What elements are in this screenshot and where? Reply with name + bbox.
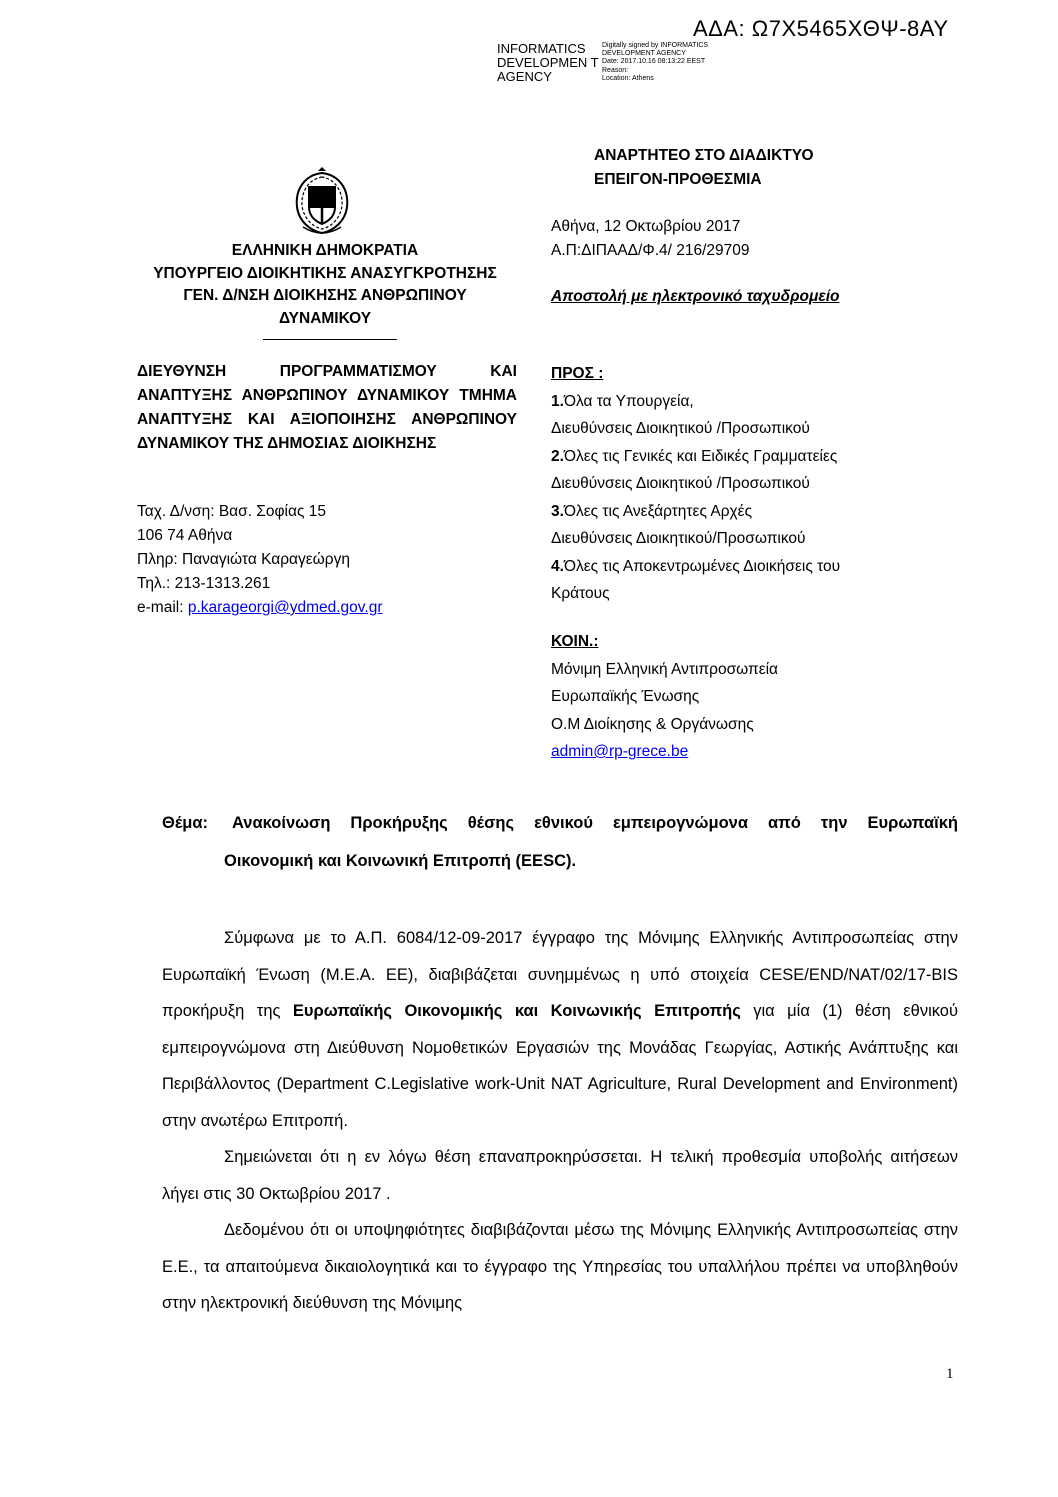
page-number: 1 — [946, 1366, 954, 1382]
contact-postcode: 106 74 Αθήνα — [137, 527, 233, 544]
contact-email-label: e-mail: — [137, 599, 188, 616]
cc-line: Μόνιμη Ελληνική Αντιπροσωπεία — [551, 660, 779, 678]
body-paragraph-3: Δεδομένου ότι οι υποψηφιότητες διαβιβάζονται μέσω της Μόνιμης Ελληνικής Αντιπροσωπείας στην Ε.Ε., τα απαιτούμενα δικαιολογητικά και το έγγραφο της Υπηρεσίας του υπαλλήλου πρέπει να υποβληθούν στην ηλεκτρονική διεύθυνση της Μόνιμης — [162, 1221, 958, 1312]
recipient-sub: Διευθύνσεις Διοικητικού /Προσωπικού — [551, 420, 810, 437]
signature-detail-line: Digitally signed by INFORMATICS DEVELOPMENT AGENCY — [602, 42, 709, 58]
recipient-item — [551, 388, 951, 416]
sender-line: ΔΥΝΑΜΙΚΟΥ — [278, 309, 372, 327]
posting-flags — [594, 144, 814, 192]
contact-phone: Τηλ.: 213-1313.261 — [137, 575, 271, 592]
post-online-flag: ΑΝΑΡΤΗΤΕΟ ΣΤΟ ΔΙΑΔΙΚΤΥΟ — [594, 147, 814, 164]
directorate-name: ΔΙΕΥΘΥΝΣΗ ΠΡΟΓΡΑΜΜΑΤΙΣΜΟΥ ΚΑΙ ΑΝΑΠΤΥΞΗΣ ΑΝΘΡΩΠΙΝΟΥ ΔΥΝΑΜΙΚΟΥ ΤΜΗΜΑ ΑΝΑΠΤΥΞΗΣ ΚΑΙ ΑΞΙΟΠΟΙΗΣΗΣ ΑΝΘΡΩΠΙΝΟΥ ΔΥΝΑΜΙΚΟΥ ΤΗΣ ΔΗΜΟΣΙΑΣ ΔΙΟΙΚΗΣΗΣ — [137, 363, 517, 452]
subject-label: Θέμα: — [162, 814, 209, 832]
body-p1-start: Σύμφωνα με το Α.Π. 6084/12-09-2017 έγγραφο της Μόνιμης Ελληνικής Αντιπροσωπείας στην Ευρωπαϊκή Ένωση (Μ.Ε.Α. ΕΕ), διαβιβάζεται συνημμένως η υπό στοιχεία CESE/END/NAT/02/17-BIS προκήρυξη της — [162, 929, 958, 1020]
recipient-number: 4. — [551, 557, 564, 575]
cc-heading: ΚΟΙΝ.: — [551, 633, 599, 650]
sender-line: ΕΛΛΗΝΙΚΗ ΔΗΜΟΚΡΑΤΙΑ — [231, 242, 419, 259]
cc-block — [551, 628, 951, 766]
recipient-sub: Διευθύνσεις Διοικητικού/Προσωπικού — [551, 530, 806, 547]
body-p1-bold: Ευρωπαϊκής Οικονομικής και Κοινωνικής Επιτροπής — [292, 1002, 741, 1020]
sender-divider — [263, 339, 397, 340]
cc-line: Ο.Μ Διοίκησης & Οργάνωσης — [551, 715, 754, 733]
body-p1-end: για μία (1) θέση εθνικού εμπειρογνώμονα στη Διεύθυνση Νομοθετικών Εργασιών της Μονάδας Γεωργίας, Αστικής Ανάπτυξης και Περιβάλλοντος (Department C.Legislative work-Unit NAT Agriculture, Rural Development and Environment) στην ανωτέρω Επιτροπή. — [162, 1002, 958, 1130]
recipient-text: Όλες τις Ανεξάρτητες Αρχές — [563, 502, 753, 520]
recipient-text: Όλα τα Υπουργεία, — [563, 392, 694, 410]
body-paragraph-1 — [162, 920, 958, 1139]
subject-line-2: Οικονομική και Κοινωνική Επιτροπή (EESC). — [224, 852, 577, 870]
subject-line-1: Ανακοίνωση Προκήρυξης θέσης εθνικού εμπειρογνώμονα από την Ευρωπαϊκή — [232, 814, 958, 832]
protocol-number: Α.Π:ΔΙΠΑΑΔ/Φ.4/ 216/29709 — [551, 242, 750, 259]
signature-detail-line: Location: Athens — [602, 74, 654, 82]
recipient-item — [551, 553, 951, 581]
signature-detail-line: Date: 2017.10.16 08:13:22 EEST — [602, 58, 706, 66]
date-block — [551, 215, 951, 263]
body-paragraph-2: Σημειώνεται ότι η εν λόγω θέση επαναπροκηρύσσεται. Η τελική προθεσμία υποβολής αιτήσεων λήγει στις 30 Οκτωβρίου 2017 . — [162, 1148, 958, 1203]
recipient-sub: Διευθύνσεις Διοικητικού /Προσωπικού — [551, 475, 810, 492]
body-text — [162, 920, 958, 1322]
recipient-item — [551, 498, 951, 526]
contact-email-row — [137, 596, 517, 620]
signature-detail-line: Reason: — [602, 66, 629, 74]
cc-email-link[interactable]: admin@rp-grece.be — [551, 743, 689, 760]
recipient-number: 3. — [551, 502, 564, 520]
recipient-number: 2. — [551, 447, 564, 465]
sender-header — [130, 240, 520, 330]
subject-block — [162, 804, 958, 880]
ada-code: ΑΔΑ: Ω7Χ5465ΧΘΨ-8ΑΥ — [693, 16, 949, 41]
contact-person: Πληρ: Παναγιώτα Καραγεώργη — [137, 551, 350, 568]
contact-address: Ταχ. Δ/νση: Βασ. Σοφίας 15 — [137, 503, 326, 520]
sender-line: ΓΕΝ. Δ/ΝΣΗ ΔΙΟΙΚΗΣΗΣ ΑΝΘΡΩΠΙΝΟΥ — [183, 287, 467, 304]
recipient-text: Όλες τις Αποκεντρωμένες Διοικήσεις του — [563, 557, 841, 575]
recipients-block — [551, 360, 951, 608]
contact-block — [137, 500, 517, 620]
recipients-heading: ΠΡΟΣ : — [551, 365, 604, 382]
recipient-item — [551, 443, 951, 471]
recipient-sub: Κράτους — [551, 585, 610, 602]
contact-email-link[interactable]: p.karageorgi@ydmed.gov.gr — [187, 599, 383, 616]
recipient-text: Όλες τις Γενικές και Ειδικές Γραμματείες — [563, 447, 838, 465]
date-line: Αθήνα, 12 Οκτωβρίου 2017 — [551, 218, 741, 235]
signature-details — [602, 42, 722, 83]
recipient-number: 1. — [551, 392, 564, 410]
delivery-method: Αποστολή με ηλεκτρονικό ταχυδρομείο — [551, 288, 840, 305]
urgent-flag: ΕΠΕΙΓΟΝ-ΠΡΟΘΕΣΜΙΑ — [594, 171, 762, 188]
greek-emblem-icon — [285, 167, 359, 237]
cc-line: Ευρωπαϊκής Ένωσης — [551, 688, 700, 705]
signature-signer: INFORMATICS DEVELOPMEN T AGENCY — [497, 41, 599, 84]
sender-line: ΥΠΟΥΡΓΕΙΟ ΔΙΟΙΚΗΤΙΚΗΣ ΑΝΑΣΥΓΚΡΟΤΗΣΗΣ — [153, 264, 497, 282]
